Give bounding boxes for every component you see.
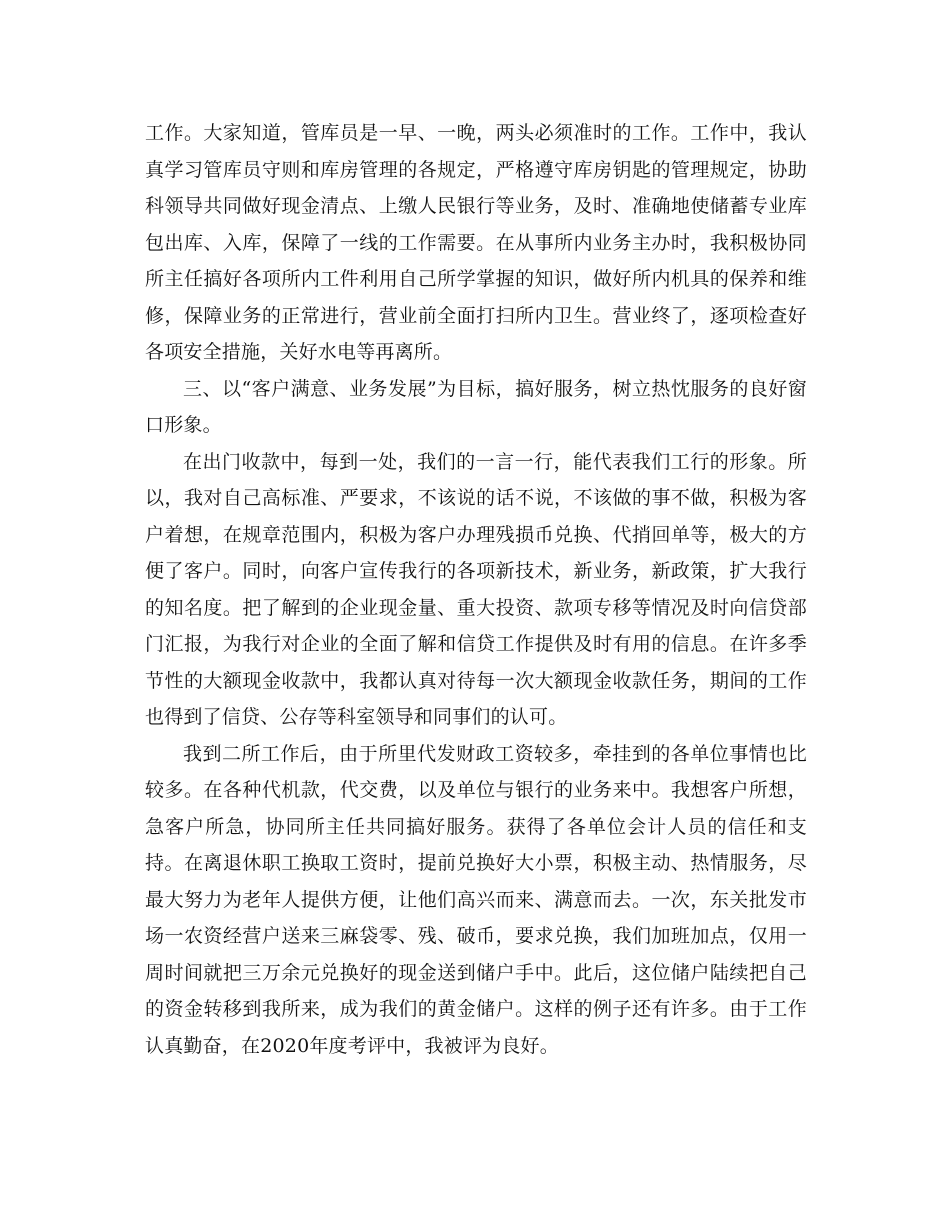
paragraph-section-heading: 三、以“客户满意、业务发展”为目标，搞好服务，树立热忱服务的良好窗口形象。 <box>145 377 807 436</box>
document-body <box>145 115 807 1064</box>
paragraph-collection-service: 在出门收款中，每到一处，我们的一言一行，能代表我们工行的形象。所以，我对自己高标准、严要求，不该说的话不说，不该做的事不做，积极为客户着想，在规章范围内，积极为客户办理残损币兑换、代捎回单等，极大的方便了客户。同时，向客户宣传我行的各项新技术，新业务，新政策，扩大我行的知名度。把了解到的企业现金量、重大投资、款项专移等情况及时向信贷部门汇报，为我行对企业的全面了解和信贷工作提供及时有用的信息。在许多季节性的大额现金收款中，我都认真对待每一次大额现金收款任务，期间的工作也得到了信贷、公存等科室领导和同事们的认可。 <box>145 450 807 728</box>
paragraph-second-office: 我到二所工作后，由于所里代发财政工资较多，牵挂到的各单位事情也比较多。在各种代机款，代交费，以及单位与银行的业务来中。我想客户所想，急客户所急，协同所主任共同搞好服务。获得了各单位会计人员的信任和支持。在离退休职工换取工资时，提前兑换好大小票，积极主动、热情服务，尽最大努力为老年人提供方便，让他们高兴而来、满意而去。一次，东关批发市场一农资经营户送来三麻袋零、残、破币，要求兑换，我们加班加点，仅用一周时间就把三万余元兑换好的现金送到储户手中。此后，这位储户陆续把自己的资金转移到我所来，成为我们的黄金储户。这样的例子还有许多。由于工作认真勤奋，在2020年度考评中，我被评为良好。 <box>145 742 807 1057</box>
paragraph-continuation: 工作。大家知道，管库员是一早、一晚，两头必须准时的工作。工作中，我认真学习管库员守则和库房管理的各规定，严格遵守库房钥匙的管理规定，协助科领导共同做好现金清点、上缴人民银行等业务，及时、准确地使储蓄专业库包出库、入库，保障了一线的工作需要。在从事所内业务主办时，我积极协同所主任搞好各项所内工件利用自己所学掌握的知识，做好所内机具的保养和维修，保障业务的正常进行，营业前全面打扫所内卫生。营业终了，逐项检查好各项安全措施，关好水电等再离所。 <box>145 122 807 363</box>
